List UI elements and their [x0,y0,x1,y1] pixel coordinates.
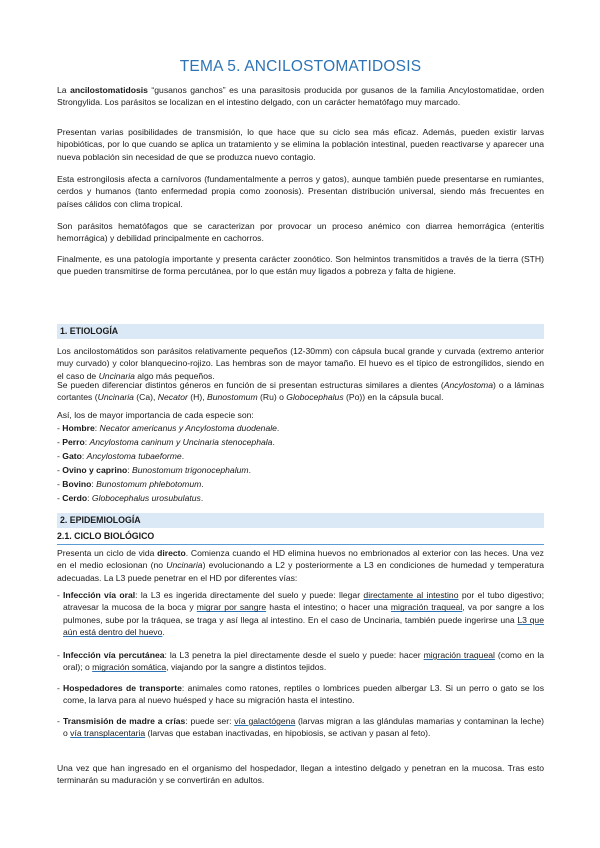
intro-paragraph-3: Esta estrongilosis afecta a carnívoros (fundamentalmente a perros y gatos), aunque también puede presentarse en rumiantes, cerdos y humanos (tanto enfermedad propia como zoonosis). Presentan distribución universal, siendo más frecuentes en países cálidos con clima tropical. [57,174,544,209]
subsection-heading-ciclo: 2.1. CICLO BIOLÓGICO [57,531,155,541]
list-item: - Hombre: Necator americanus y Ancylostoma duodenale. [57,423,280,433]
list-item: - Cerdo: Globocephalus urosubulatus. [57,493,204,503]
intro-paragraph-2: Presentan varias posibilidades de transmisión, lo que hace que su ciclo sea más eficaz. Además, pueden existir larvas hipobióticas, por lo que cuando se aplica un tratamiento y se elimina la población intestinal, pueden reactivarse y aparecer una nueva población sin necesidad de que se produzca nuevo contagio. [57,127,544,162]
etiologia-paragraph-2: Se pueden diferenciar distintos géneros en función de si presentan estructuras similares a dientes (Ancylostoma) o a láminas cortantes (Uncinaria (Ca), Necator (H), Bunostomum (Ru) o Globocephalus (Po)) en la cápsula bucal. [57,380,544,403]
list-item: - Ovino y caprino: Bunostomum trigonocephalum. [57,465,251,475]
list-item: - Bovino: Bunostomum phlebotomum. [57,479,204,489]
ciclo-paragraph-final: Una vez que han ingresado en el organismo del hospedador, llegan a intestino delgado y penetran en la mucosa. Tras esto terminarán su maduración y se convertirán en adultos. [57,763,544,786]
page-title: TEMA 5. ANCILOSTOMATIDOSIS [179,58,422,75]
intro-paragraph-5: Finalmente, es una patología importante y presenta carácter zoonótico. Son helmintos transmitidos a través de la tierra (STH) que pueden transmitirse de forma percutánea, por lo que están muy ligados a pobreza y falta de higiene. [57,254,544,277]
bullet-madre-crias: - Transmisión de madre a crías: puede ser: vía galactógena (larvas migran a las glándulas mamarias y contaminan la leche) o vía transplacentaria (larvas que estaban inactivadas, en hipobiosis, se activan y pasan al feto). [57,716,545,739]
bullet-oral: - Infección vía oral: la L3 es ingerida directamente del suelo y puede: llegar directamente al intestino por el tubo digestivo; atravesar la mucosa de la boca y migrar por sangre hasta el intestino; o hacer una migración traqueal, va por sangre a los pulmones, sube por la tráquea, se traga y así llega al intestino. En el caso de Uncinaria, también puede ingerirse una L3 que aún está dentro del huevo. [57,590,545,638]
intro-paragraph-4: Son parásitos hematófagos que se caracterizan por provocar un proceso anémico con diarrea hemorrágica (enteritis hemorrágica) y debilidad principalmente en cachorros. [57,221,544,244]
section-heading-epidemiologia: 2. EPIDEMIOLOGÍA [57,513,544,528]
intro-paragraph-1: La ancilostomatidosis “gusanos ganchos” es una parasitosis producida por gusanos de la familia Ancylostomatidae, orden Strongylida. Los parásitos se localizan en el intestino delgado, con un carácter hematófago muy marcado. [57,85,544,108]
section-heading-etiologia: 1. ETIOLOGÍA [57,324,544,339]
subsection-underline [57,544,544,545]
ciclo-paragraph-1: Presenta un ciclo de vida directo. Comienza cuando el HD elimina huevos no embrionados al exterior con las heces. Una vez en el medio eclosionan (no Uncinaria) evolucionando a L2 y posteriormente a L3 en condiciones de humedad y temperatura adecuadas. La L3 puede penetrar en el HD por diferentes vías: [57,548,544,583]
bullet-percutanea: - Infección vía percutánea: la L3 penetra la piel directamente desde el suelo y puede: hacer migración traqueal (como en la oral); o migración somática, viajando por la sangre a distintos tejidos. [57,650,545,673]
bullet-transporte: - Hospedadores de transporte: animales como ratones, reptiles o lombrices pueden albergar L3. Si un perro o gato se los come, la larva para al nuevo huésped y hace su migración hasta el intestino. [57,683,544,706]
etiologia-paragraph-1: Los ancilostomátidos son parásitos relativamente pequeños (12-30mm) con cápsula bucal grande y curvada (extremo anterior muy curvado) y color blanquecino-rojizo. Las hembras son de mayor tamaño. El huevo es el típico de estrongílidos, siendo en el caso de Uncinaria algo más pequeños. [57,346,544,381]
list-item: - Perro: Ancylostoma caninum y Uncinaria stenocephala. [57,437,275,447]
list-item: - Gato: Ancylostoma tubaeforme. [57,451,185,461]
species-list-intro: Así, los de mayor importancia de cada especie son: [57,410,254,420]
